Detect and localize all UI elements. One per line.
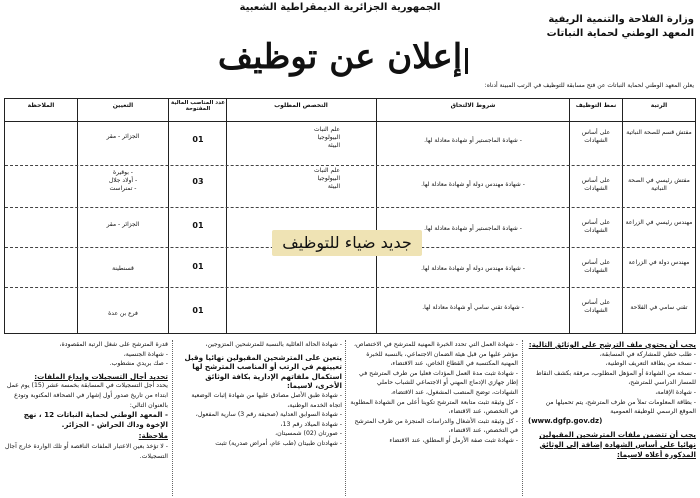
row3-rank: مهندس رئيسي في الزراعة [625,219,693,226]
document-item: - شهادة الإقامة، [655,388,696,396]
experience-item: - شهادة تثبت صفة الأرمل أو المطلق، عند الاقتضاء [389,436,518,444]
final-document-item: - شهادة السوابق العدلية (صحيفة رقم 3) سارية المفعول، [195,411,342,419]
watermark-badge: جديد ضياء للتوظيف [272,230,422,256]
document-item: - نسخة من بطاقة التعريف الوطنية، [605,360,696,368]
row1-conditions: - شهادة الماجستير أو شهادة معادلة لها. [424,137,522,144]
row4-conditions: - شهادة مهندس دولة أو شهادة معادلة لها. [421,265,525,272]
row1-rank: مفتش قسم للصحة النباتية [626,129,692,136]
document-item: - نسخة من الشهادة أو المؤهل المطلوب، مرفقة بكشف النقاط للمسار الدراسي للمترشح، [535,369,696,387]
final-document-item: قدرة المترشح على شغل الرتبة المقصودة، [59,341,168,348]
final-document-item: - شهادة طبق الأصل مصادق عليها من شهادة إثبات الوضعية اتجاه الخدمة الوطنية، [191,391,342,409]
row4-positions: 01 [192,262,204,271]
document-item: - طلب خطي للمشاركة في المسابقة، [599,350,696,358]
row3-conditions: - شهادة الماجستير أو شهادة معادلة لها. [424,225,522,232]
row2-rank: مفتش رئيسي في الصحة النباتية [628,177,690,192]
header-specialty: التخصص المطلوب [274,102,328,109]
final-document-item: - شهادة الحالة العائلية بالنسبة للمترشحين المتزوجين، [205,341,342,348]
row5-mode: على أساس الشهادات [581,299,611,314]
row2-conditions: - شهادة مهندس دولة أو شهادة معادلة لها. [421,181,525,188]
documents-heading: يجب أن يحتوي ملف الترشح على الوثائق التالية: [528,340,696,349]
row1-specialty-item: علم النبات [313,126,340,133]
final-document-item: - شهادة الميلاد رقم 13، [280,420,342,428]
deadline-text: يحدد أجل التسجيلات في المسابقة بخمسة عشر (15) يوم عمل ابتداء من تاريخ صدور أول إشهار في الصحافة المكتوبة وتودع بالعنوان التالي: [6,382,168,409]
row1-location: الجزائر - مقر [106,133,140,140]
experience-item: - شهادة تثبت مدة العمل المؤدات فعليا من طرف المترشح في إطار جهازي الإدماج المهني أو الاجتماعي للشباب حاملي الشهادات، توضح المنصب المشغول، عند الاقتضاء، [359,369,518,396]
row5-positions: 01 [192,306,204,315]
final-document-item: - صك بريدي مشطوب. [109,360,168,368]
accepted-documents-heading: يجب أن تتضمن ملفات المترشحين المقبولين نهائيا على أساس الشهادة إضافة إلى الوثائق المذكورة أعلاه لاسيما: [539,430,696,459]
row2-specialty-item: البيئة [327,183,340,190]
row4-mode: على أساس الشهادات [581,259,611,274]
final-document-item: - شهادة الجنسية، [123,350,168,358]
row4-location: قسنطينة [112,265,134,272]
header-notes: الملاحظة [27,102,55,109]
experience-column [350,340,518,446]
row5-conditions: - شهادة تقني سامي أو شهادة معادلة لها. [422,304,524,311]
final-documents-column [178,340,342,449]
row1-mode: على أساس الشهادات [581,129,611,144]
experience-item: - شهادة العمل التي تحدد الخبرة المهنية للمترشح في الاختصاص، مؤشر عليها من قبل هيئة الضمان الاجتماعي، بالنسبة للخبرة المهنية المكتسبة في القطاع الخاص، عند الاقتضاء، [353,341,518,368]
column-divider [172,340,173,496]
note-text: - لا تؤخذ بعين الاعتبار الملفات الناقصة أو تلك الواردة خارج آجال التسجيلات. [4,442,168,460]
row1-specialty-item: البيولوجيا [317,134,340,141]
recruitment-table [4,98,696,334]
row5-rank: تقني سامي في الفلاحة [630,304,688,311]
header-mode: نمط التوظيف [575,102,617,109]
row1-specialty [230,126,340,150]
row3-positions: 01 [192,221,204,230]
header-rank: الرتبة [650,102,668,109]
republic-header: الجمهورية الجزائرية الديمقراطية الشعبية [239,2,441,13]
row2-location: - بوقيرة - أولاد جلال - تمنراست [108,169,138,192]
row3-location: الجزائر - مقر [106,221,140,228]
deadline-heading: تحديد أجال التسجيلات وإيداع الملفات: [34,371,168,381]
final-document-item: - صورتان (02) شمسيتان، [275,430,342,438]
submission-address: - المعهد الوطني لحماية النباتات 12 ، نهج الإخوة وداك الحراش - الجزائر. [23,410,168,429]
document-item: - بطاقة المعلومات تملأ من طرف المترشح، يتم تحميلها من الموقع الرسمي للوظيفة العمومية [545,398,696,416]
documents-column [528,340,696,459]
header-conditions: شروط الالتحاق [450,102,496,109]
row2-positions: 03 [192,177,204,186]
final-documents-heading: يتعين على المترشحين المقبولين نهائيا وقبل تعيينهم في الرتب أو المناصب المترشح لها استكمال ملفاتهم الإدارية بكافة الوثائق الأخرى، لاسيما: [184,352,342,391]
ministry-name: وزارة الفلاحة والتنمية الريفية [548,14,694,25]
header-location: التعيين [112,102,134,109]
announcement-title: إعلان عن توظيف [217,37,463,77]
final-document-item: - شهادتان طبيتان (طب عام، أمراض صدرية) تثبت [215,439,342,447]
row2-specialty-item: علم النبات [313,167,340,174]
row4-rank: مهندس دولة في الزراعة [628,259,690,266]
row3-mode: على أساس الشهادات [581,219,611,234]
experience-item: - كل وثيقة تثبت متابعة المترشح تكوينا أعلى من الشهادة المطلوبة في التخصص، عند الاقتضاء، [350,398,518,416]
row2-specialty-item: البيولوجيا [317,175,340,182]
header-positions: عدد المناصب المالية المفتوحة [170,100,226,112]
row2-mode: على أساس الشهادات [581,177,611,192]
experience-item: - كل وثيقة تثبت الأشغال والدراسات المنجزة من طرف المترشح في التخصص، عند الاقتضاء، [354,417,518,435]
website-link[interactable]: (www.dgfp.gov.dz) [528,416,603,425]
note-label: ملاحظة: [138,431,168,441]
row1-positions: 01 [192,135,204,144]
deadline-column [4,340,168,461]
row5-location: فرع بن عدة [108,310,138,317]
institute-name: المعهد الوطني لحماية النباتات [546,28,694,39]
column-divider [522,340,523,496]
title-divider [465,48,468,74]
column-divider [345,340,346,496]
intro-text: يعلن المعهد الوطني لحماية النباتات عن فتح مسابقة للتوظيف في الرتب المبينة أدناه: [484,82,694,89]
row2-specialty [230,167,340,191]
row1-specialty-item: البيئة [327,142,340,149]
